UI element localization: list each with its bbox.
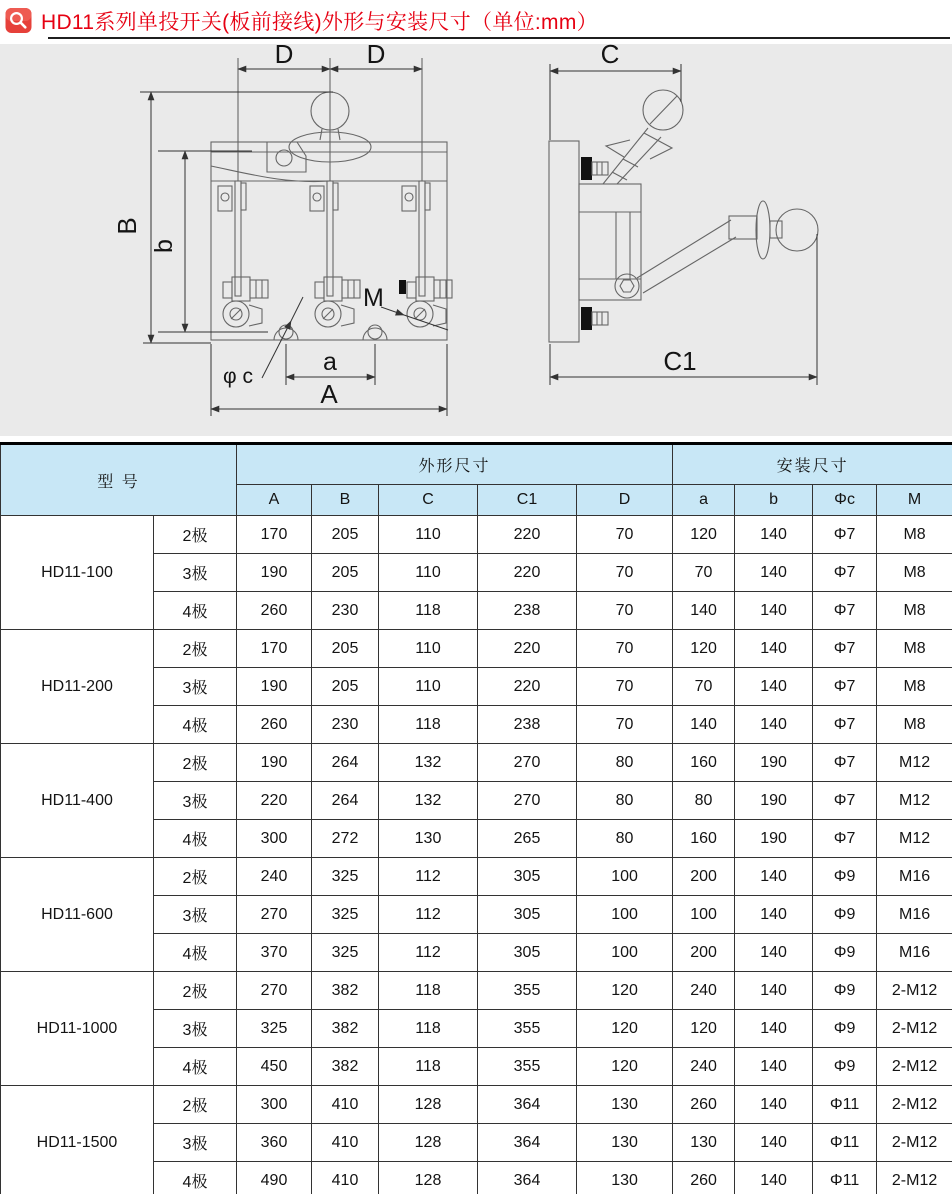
value-cell-phic: Φ9 — [813, 972, 877, 1010]
value-cell-C1: 220 — [478, 668, 577, 706]
value-cell-B: 264 — [312, 782, 379, 820]
value-cell-B: 205 — [312, 516, 379, 554]
drawing-panel — [0, 44, 952, 436]
table-row — [1, 516, 952, 554]
value-cell-M: M8 — [877, 516, 952, 554]
model-cell: HD11-100 — [1, 516, 154, 630]
table-row — [1, 1086, 952, 1124]
value-cell-A: 370 — [237, 934, 312, 972]
value-cell-b: 140 — [735, 1124, 813, 1162]
pole-assembly — [218, 181, 268, 327]
poles-cell: 3极 — [154, 554, 237, 592]
magnifier-icon — [5, 7, 32, 34]
value-cell-a: 240 — [673, 972, 735, 1010]
value-cell-phic: Φ9 — [813, 934, 877, 972]
value-cell-C: 112 — [379, 934, 478, 972]
poles-cell: 2极 — [154, 516, 237, 554]
value-cell-D: 120 — [577, 972, 673, 1010]
value-cell-a: 200 — [673, 858, 735, 896]
value-cell-a: 70 — [673, 668, 735, 706]
dim-label-a: a — [323, 348, 337, 376]
value-cell-C: 110 — [379, 554, 478, 592]
value-cell-D: 80 — [577, 782, 673, 820]
value-cell-phic: Φ9 — [813, 1010, 877, 1048]
value-cell-C: 110 — [379, 516, 478, 554]
value-cell-a: 120 — [673, 630, 735, 668]
value-cell-B: 205 — [312, 630, 379, 668]
value-cell-A: 325 — [237, 1010, 312, 1048]
value-cell-B: 325 — [312, 896, 379, 934]
value-cell-M: M8 — [877, 554, 952, 592]
value-cell-C1: 364 — [478, 1124, 577, 1162]
value-cell-M: 2-M12 — [877, 1086, 952, 1124]
value-cell-C: 112 — [379, 858, 478, 896]
poles-cell: 2极 — [154, 1086, 237, 1124]
value-cell-A: 220 — [237, 782, 312, 820]
col-header-phic: Φc — [813, 485, 877, 516]
value-cell-A: 190 — [237, 554, 312, 592]
value-cell-a: 160 — [673, 820, 735, 858]
value-cell-B: 382 — [312, 1010, 379, 1048]
table-row — [1, 858, 952, 896]
model-cell: HD11-400 — [1, 744, 154, 858]
value-cell-D: 70 — [577, 630, 673, 668]
value-cell-D: 100 — [577, 858, 673, 896]
value-cell-M: M16 — [877, 896, 952, 934]
value-cell-a: 140 — [673, 592, 735, 630]
value-cell-B: 205 — [312, 668, 379, 706]
value-cell-a: 260 — [673, 1086, 735, 1124]
value-cell-A: 260 — [237, 592, 312, 630]
value-cell-a: 80 — [673, 782, 735, 820]
value-cell-D: 100 — [577, 934, 673, 972]
value-cell-b: 140 — [735, 516, 813, 554]
value-cell-C1: 220 — [478, 630, 577, 668]
value-cell-M: 2-M12 — [877, 1124, 952, 1162]
model-cell: HD11-1500 — [1, 1086, 154, 1194]
value-cell-b: 140 — [735, 972, 813, 1010]
value-cell-A: 190 — [237, 744, 312, 782]
value-cell-C1: 265 — [478, 820, 577, 858]
value-cell-b: 140 — [735, 1010, 813, 1048]
table-row — [1, 630, 952, 668]
value-cell-phic: Φ11 — [813, 1086, 877, 1124]
value-cell-A: 170 — [237, 516, 312, 554]
poles-cell: 4极 — [154, 592, 237, 630]
value-cell-D: 70 — [577, 516, 673, 554]
value-cell-D: 100 — [577, 896, 673, 934]
dim-label-C1: C1 — [663, 346, 697, 376]
value-cell-M: M12 — [877, 782, 952, 820]
dimension-table-body — [1, 516, 952, 1194]
value-cell-phic: Φ7 — [813, 744, 877, 782]
poles-cell: 4极 — [154, 1048, 237, 1086]
value-cell-D: 70 — [577, 668, 673, 706]
dim-label-b: b — [150, 239, 178, 253]
col-header-C1: C1 — [478, 485, 577, 516]
value-cell-B: 264 — [312, 744, 379, 782]
value-cell-C1: 355 — [478, 1010, 577, 1048]
value-cell-C: 118 — [379, 706, 478, 744]
value-cell-C1: 270 — [478, 782, 577, 820]
poles-cell: 2极 — [154, 744, 237, 782]
value-cell-C: 118 — [379, 592, 478, 630]
dim-label-B: B — [112, 217, 142, 235]
value-cell-phic: Φ7 — [813, 592, 877, 630]
poles-cell: 3极 — [154, 1010, 237, 1048]
value-cell-C1: 238 — [478, 706, 577, 744]
value-cell-A: 300 — [237, 820, 312, 858]
value-cell-b: 140 — [735, 630, 813, 668]
value-cell-b: 190 — [735, 820, 813, 858]
value-cell-M: 2-M12 — [877, 1010, 952, 1048]
value-cell-phic: Φ7 — [813, 668, 877, 706]
poles-cell: 4极 — [154, 1162, 237, 1194]
title-underline — [48, 37, 950, 39]
value-cell-b: 140 — [735, 1162, 813, 1194]
value-cell-a: 140 — [673, 706, 735, 744]
value-cell-b: 140 — [735, 896, 813, 934]
poles-cell: 3极 — [154, 782, 237, 820]
poles-cell: 2极 — [154, 630, 237, 668]
value-cell-B: 230 — [312, 706, 379, 744]
value-cell-a: 100 — [673, 896, 735, 934]
value-cell-D: 130 — [577, 1124, 673, 1162]
value-cell-A: 260 — [237, 706, 312, 744]
dim-label-d-left: D — [274, 44, 294, 69]
col-header-D: D — [577, 485, 673, 516]
value-cell-a: 130 — [673, 1124, 735, 1162]
value-cell-C: 118 — [379, 1010, 478, 1048]
value-cell-C1: 220 — [478, 554, 577, 592]
value-cell-D: 130 — [577, 1086, 673, 1124]
col-header-B: B — [312, 485, 379, 516]
value-cell-B: 230 — [312, 592, 379, 630]
col-header-M: M — [877, 485, 952, 516]
value-cell-phic: Φ9 — [813, 1048, 877, 1086]
value-cell-phic: Φ11 — [813, 1162, 877, 1194]
poles-cell: 4极 — [154, 820, 237, 858]
value-cell-C1: 238 — [478, 592, 577, 630]
col-header-b: b — [735, 485, 813, 516]
value-cell-phic: Φ9 — [813, 896, 877, 934]
value-cell-C1: 355 — [478, 972, 577, 1010]
value-cell-b: 140 — [735, 592, 813, 630]
header-outline-group: 外形尺寸 — [237, 444, 673, 485]
dim-label-M: M — [363, 284, 384, 312]
value-cell-phic: Φ7 — [813, 820, 877, 858]
poles-cell: 3极 — [154, 668, 237, 706]
header-install-group: 安装尺寸 — [673, 444, 952, 485]
value-cell-B: 382 — [312, 972, 379, 1010]
value-cell-A: 170 — [237, 630, 312, 668]
value-cell-b: 140 — [735, 706, 813, 744]
value-cell-phic: Φ7 — [813, 554, 877, 592]
value-cell-b: 140 — [735, 554, 813, 592]
value-cell-A: 450 — [237, 1048, 312, 1086]
value-cell-M: M12 — [877, 820, 952, 858]
value-cell-C1: 220 — [478, 516, 577, 554]
poles-cell: 2极 — [154, 858, 237, 896]
dim-label-A: A — [320, 379, 338, 409]
poles-cell: 4极 — [154, 706, 237, 744]
value-cell-C1: 364 — [478, 1162, 577, 1194]
poles-cell: 4极 — [154, 934, 237, 972]
page-header — [0, 0, 952, 36]
value-cell-phic: Φ7 — [813, 782, 877, 820]
value-cell-A: 270 — [237, 896, 312, 934]
page-title: HD11系列单投开关(板前接线)外形与安装尺寸（单位:mm） — [41, 10, 598, 34]
value-cell-a: 260 — [673, 1162, 735, 1194]
value-cell-A: 360 — [237, 1124, 312, 1162]
poles-cell: 3极 — [154, 896, 237, 934]
value-cell-D: 70 — [577, 706, 673, 744]
value-cell-phic: Φ7 — [813, 706, 877, 744]
header-model: 型 号 — [1, 444, 237, 516]
dimension-drawing — [0, 44, 952, 436]
value-cell-C1: 305 — [478, 858, 577, 896]
side-view — [549, 44, 818, 385]
value-cell-C: 110 — [379, 668, 478, 706]
value-cell-M: M8 — [877, 668, 952, 706]
value-cell-C: 118 — [379, 1048, 478, 1086]
value-cell-phic: Φ7 — [813, 630, 877, 668]
value-cell-phic: Φ11 — [813, 1124, 877, 1162]
value-cell-C: 128 — [379, 1086, 478, 1124]
front-view — [112, 44, 452, 416]
value-cell-C: 112 — [379, 896, 478, 934]
poles-cell: 3极 — [154, 1124, 237, 1162]
value-cell-B: 325 — [312, 858, 379, 896]
value-cell-a: 200 — [673, 934, 735, 972]
value-cell-b: 140 — [735, 858, 813, 896]
value-cell-D: 120 — [577, 1010, 673, 1048]
col-header-A: A — [237, 485, 312, 516]
value-cell-C: 128 — [379, 1124, 478, 1162]
value-cell-M: 2-M12 — [877, 1048, 952, 1086]
value-cell-C1: 364 — [478, 1086, 577, 1124]
value-cell-B: 382 — [312, 1048, 379, 1086]
value-cell-C: 132 — [379, 744, 478, 782]
value-cell-C: 132 — [379, 782, 478, 820]
value-cell-M: M8 — [877, 630, 952, 668]
dim-label-d-right: D — [366, 44, 386, 69]
pole-assembly — [310, 181, 360, 327]
value-cell-D: 70 — [577, 554, 673, 592]
value-cell-D: 80 — [577, 820, 673, 858]
value-cell-a: 70 — [673, 554, 735, 592]
col-header-a: a — [673, 485, 735, 516]
value-cell-M: 2-M12 — [877, 1162, 952, 1194]
model-cell: HD11-200 — [1, 630, 154, 744]
value-cell-D: 70 — [577, 592, 673, 630]
value-cell-C: 130 — [379, 820, 478, 858]
value-cell-M: M12 — [877, 744, 952, 782]
value-cell-B: 205 — [312, 554, 379, 592]
value-cell-M: M8 — [877, 706, 952, 744]
value-cell-C1: 270 — [478, 744, 577, 782]
value-cell-a: 120 — [673, 516, 735, 554]
value-cell-B: 325 — [312, 934, 379, 972]
value-cell-A: 270 — [237, 972, 312, 1010]
value-cell-A: 300 — [237, 1086, 312, 1124]
value-cell-C: 128 — [379, 1162, 478, 1194]
value-cell-B: 410 — [312, 1086, 379, 1124]
value-cell-a: 240 — [673, 1048, 735, 1086]
table-row — [1, 972, 952, 1010]
value-cell-B: 410 — [312, 1124, 379, 1162]
table-header — [1, 444, 952, 516]
value-cell-b: 190 — [735, 744, 813, 782]
value-cell-b: 140 — [735, 934, 813, 972]
value-cell-phic: Φ7 — [813, 516, 877, 554]
value-cell-b: 140 — [735, 1048, 813, 1086]
value-cell-M: M16 — [877, 858, 952, 896]
value-cell-a: 120 — [673, 1010, 735, 1048]
pole-assembly — [399, 181, 452, 327]
value-cell-phic: Φ9 — [813, 858, 877, 896]
value-cell-M: M8 — [877, 592, 952, 630]
value-cell-A: 490 — [237, 1162, 312, 1194]
model-cell: HD11-600 — [1, 858, 154, 972]
value-cell-a: 160 — [673, 744, 735, 782]
col-header-C: C — [379, 485, 478, 516]
value-cell-M: 2-M12 — [877, 972, 952, 1010]
value-cell-D: 120 — [577, 1048, 673, 1086]
value-cell-B: 272 — [312, 820, 379, 858]
model-cell: HD11-1000 — [1, 972, 154, 1086]
value-cell-M: M16 — [877, 934, 952, 972]
table-group-header-row — [1, 444, 952, 485]
value-cell-C1: 305 — [478, 934, 577, 972]
value-cell-C1: 355 — [478, 1048, 577, 1086]
value-cell-D: 130 — [577, 1162, 673, 1194]
value-cell-C: 118 — [379, 972, 478, 1010]
value-cell-A: 240 — [237, 858, 312, 896]
poles-cell: 2极 — [154, 972, 237, 1010]
value-cell-b: 140 — [735, 1086, 813, 1124]
value-cell-D: 80 — [577, 744, 673, 782]
value-cell-b: 140 — [735, 668, 813, 706]
value-cell-C: 110 — [379, 630, 478, 668]
value-cell-B: 410 — [312, 1162, 379, 1194]
value-cell-b: 190 — [735, 782, 813, 820]
dim-label-phi-c: φ c — [223, 365, 253, 388]
value-cell-C1: 305 — [478, 896, 577, 934]
value-cell-A: 190 — [237, 668, 312, 706]
table-row — [1, 744, 952, 782]
dimension-table — [0, 442, 952, 1194]
dim-label-C: C — [600, 44, 620, 69]
